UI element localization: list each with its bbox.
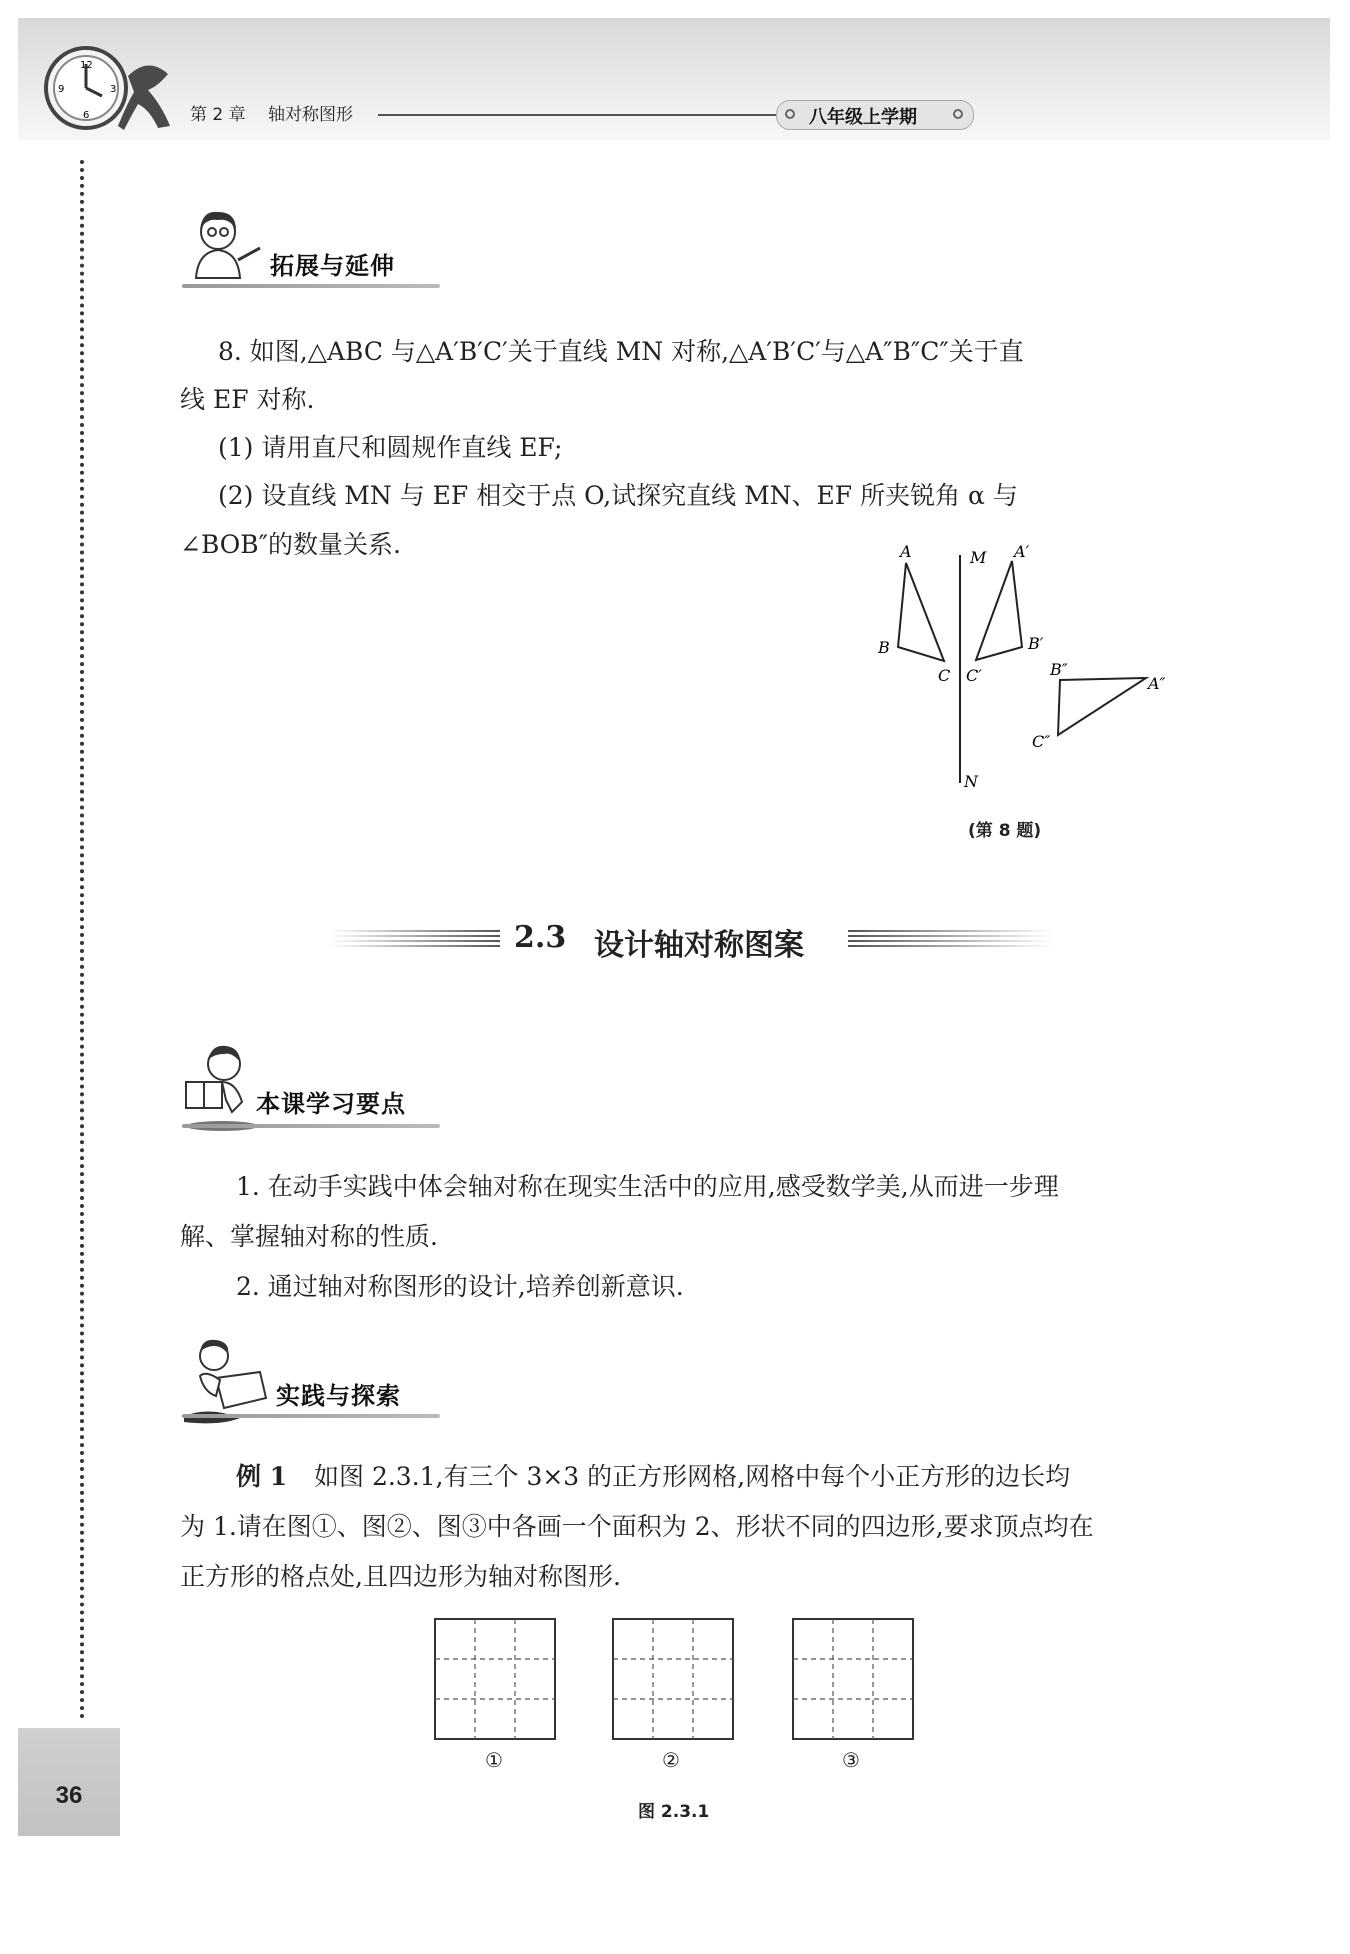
example1-line3: 正方形的格点处,且四边形为轴对称图形. (180, 1562, 621, 1591)
section-title-rule-left (330, 930, 500, 950)
section-title-rule-right (848, 930, 1053, 950)
label-b1: B′ (1028, 634, 1044, 653)
grid-2-label: ② (662, 1748, 680, 1772)
triangle-a1b1c1 (976, 561, 1022, 660)
key-point-1-line1: 1. 在动手实践中体会轴对称在现实生活中的应用,感受数学美,从而进一步理 (236, 1172, 1059, 1201)
grid-3 (792, 1618, 914, 1740)
grid-2 (612, 1618, 734, 1740)
key-point-1-line2: 解、掌握轴对称的性质. (180, 1222, 438, 1251)
label-b: B (878, 638, 890, 657)
label-c: C (938, 666, 951, 685)
runner-figure-icon (118, 56, 176, 134)
page-number: 36 (55, 1782, 83, 1809)
margin-dotted-rule (80, 160, 84, 1720)
chapter-label: 第 2 章 (190, 105, 246, 125)
grade-label: 八年级上学期 (809, 107, 917, 128)
header-rule (378, 114, 776, 116)
student-reading-mascot-icon (182, 1042, 262, 1132)
svg-text:9: 9 (58, 84, 65, 95)
problem8-figure (860, 535, 1180, 795)
section-title-number: 2.3 (514, 920, 567, 955)
svg-text:6: 6 (83, 110, 90, 121)
svg-text:3: 3 (110, 84, 117, 95)
label-m: M (970, 548, 987, 567)
example1-label: 例 1 (236, 1462, 288, 1491)
label-a: A (900, 542, 912, 561)
section-title-text: 设计轴对称图案 (594, 928, 804, 963)
problem8-line1: 8. 如图,△ABC 与△A′B′C′关于直线 MN 对称,△A′B′C′与△A″B″C″关于直 (218, 337, 1024, 366)
chapter-title: 轴对称图形 (268, 105, 353, 125)
triangle-a2b2c2 (1058, 678, 1146, 735)
student-writing-mascot-icon (180, 1336, 270, 1426)
triangle-abc (898, 563, 944, 661)
figure-2-3-1-caption: 图 2.3.1 (638, 1802, 710, 1822)
grid-1 (434, 1618, 556, 1740)
grade-pill (776, 100, 974, 130)
svg-text:12: 12 (80, 60, 93, 71)
problem8-q2-line1: (2) 设直线 MN 与 EF 相交于点 O,试探究直线 MN、EF 所夹锐角 α 与 (218, 481, 1018, 510)
section-heading-extension: 拓展与延伸 (270, 252, 395, 280)
label-a2: A″ (1148, 674, 1166, 693)
section-underline-practice (182, 1414, 440, 1418)
pill-dot-right-icon (953, 109, 963, 119)
teacher-mascot-icon (182, 208, 262, 280)
label-c1: C′ (966, 666, 982, 685)
label-a1: A′ (1014, 542, 1030, 561)
section-heading-practice: 实践与探索 (276, 1382, 401, 1410)
section-underline-extension (182, 284, 440, 288)
label-n: N (964, 772, 978, 791)
label-b2: B″ (1050, 660, 1068, 679)
problem8-q2-line2: ∠BOB″的数量关系. (180, 530, 401, 559)
problem8-line2: 线 EF 对称. (180, 385, 315, 414)
grid-1-label: ① (485, 1748, 503, 1772)
section-heading-key-points: 本课学习要点 (256, 1090, 406, 1118)
example1-line2: 为 1.请在图①、图②、图③中各画一个面积为 2、形状不同的四边形,要求顶点均在 (180, 1512, 1094, 1541)
example1-line1: 如图 2.3.1,有三个 3×3 的正方形网格,网格中每个小正方形的边长均 (314, 1462, 1071, 1491)
pill-dot-left-icon (785, 109, 795, 119)
grid-3-label: ③ (842, 1748, 860, 1772)
label-c2: C″ (1032, 732, 1051, 751)
section-underline-key-points (182, 1124, 440, 1128)
problem8-figure-caption: (第 8 题) (968, 821, 1042, 841)
problem8-q1: (1) 请用直尺和圆规作直线 EF; (218, 433, 563, 462)
key-point-2: 2. 通过轴对称图形的设计,培养创新意识. (236, 1272, 684, 1301)
